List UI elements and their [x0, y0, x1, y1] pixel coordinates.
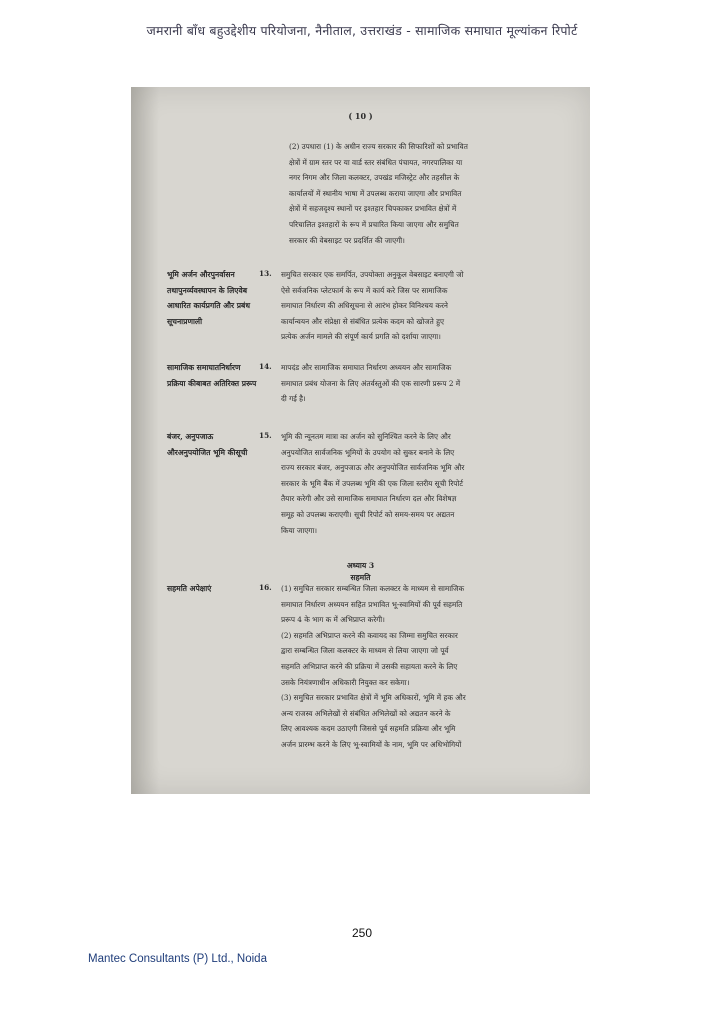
text-line: लिए आवश्यक कदम उठाएगी जिससे पूर्व सहमति प्रक्रिया और भूमि — [281, 724, 456, 734]
text-line: मापदंड और सामाजिक समाघात निर्धारण अध्ययन और सामाजिक — [281, 363, 452, 372]
text-line: अन्य राजस्व अभिलेखों से संबंधित अभिलेखों को अद्यतन करने के — [281, 708, 451, 718]
side-heading-line: भूमि अर्जन और — [167, 270, 211, 279]
side-heading-line: सूची — [235, 447, 248, 457]
chapter-title: सहमति — [350, 573, 371, 582]
side-heading-line: बाबत अतिरिक्त प्ररूप — [195, 378, 257, 388]
text-line: समाघात प्रबंध योजना के लिए अंतर्वस्तुओं की एक सारणी प्ररूप 2 में — [281, 378, 461, 388]
text-line: (3) समुचित सरकार प्रभावित क्षेत्रों में भूमि अधिकारों, भूमि में हक और — [281, 693, 466, 703]
text-line: द्वारा सम्बन्धित जिला कलक्टर के माध्यम से लिया जाएगा जो पूर्व — [281, 646, 449, 656]
text-line: क्षेत्रों में सहजदृश्य स्थानों पर इश्तहार चिपकाकर प्रभावित क्षेत्रों में — [289, 204, 457, 214]
side-heading-line: बंजर, अनुपजाऊ और — [167, 432, 214, 457]
chapter-label: अध्याय 3 — [346, 561, 375, 570]
text-line: दी गई है। — [281, 394, 306, 404]
text-line: अर्जन प्रारम्भ करने के लिए भू-स्वामियों के नाम, भूमि पर अधिभोगियों — [281, 739, 462, 749]
text-line: उसके नियंत्रणाधीन अधिकारी नियुक्त कर सकेगा। — [281, 677, 410, 687]
report-header: जमरानी बाँध बहुउद्देशीय परियोजना, नैनीताल, उत्तराखंड - सामाजिक समाघात मूल्यांकन रिपोर्ट — [146, 23, 578, 38]
side-heading-line: सामाजिक समाघात — [167, 363, 220, 372]
section-13-text — [281, 267, 561, 345]
text-line: भूमि की न्यूनतम मात्रा का अर्जन को सुनिश्चित करने के लिए और — [281, 432, 451, 441]
section-16-number: 16. — [259, 583, 272, 592]
text-line: (1) समुचित सरकार सम्बन्धित जिला कलक्टर के माध्यम से सामाजिक — [281, 584, 465, 593]
text-line: कार्यालयों में स्थानीय भाषा में उपलब्ध कराया जाएगा और प्रभावित — [289, 188, 462, 198]
text-line: कार्यान्वयन और संप्रेक्षा से संबंधित प्रत्येक कदम को खोजते हुए — [281, 316, 445, 326]
text-line: अनुपयोजित सार्वजनिक भूमियों के उपयोग को सुकर बनाने के लिए — [281, 447, 455, 457]
intro-paragraph — [289, 139, 561, 248]
text-line: किया जाएगा। — [281, 525, 318, 535]
text-line: क्षेत्रों में ग्राम स्तर पर या वार्ड स्तर संबंधित पंचायत, नगरपालिका या — [289, 157, 463, 167]
text-line: ऐसे सर्वजनिक प्लेटफार्म के रूप में कार्य करे जिस पर सामाजिक — [281, 285, 448, 295]
side-heading-line: प्रगति और प्रबंध सूचना — [167, 301, 251, 326]
section-14-text — [281, 360, 561, 407]
text-line: समाघात निर्धारण अध्ययन सहित प्रभावित भू-स्वामियों की पूर्व सहमति — [281, 599, 463, 609]
text-line: (2) सहमति अभिप्राप्त करने की कवायद का जिम्मा समुचित सरकार — [281, 630, 458, 640]
text-line: राज्य सरकार बंजर, अनुपजाऊ और अनुपयोजित सार्वजनिक भूमि और — [281, 463, 465, 473]
section-15-text — [281, 429, 561, 538]
scan-page-label: ( 10 ) — [348, 111, 373, 121]
section-13-heading — [167, 267, 257, 329]
page-number: 250 — [351, 926, 373, 940]
side-heading-line: अनुपयोजित भूमि की — [177, 447, 236, 457]
text-line: सहमति अभिप्राप्त करने की प्रक्रिया में उसकी सहायता करने के लिए — [281, 661, 458, 671]
text-line: परिचालित इश्तहारों के रूप में प्रचारित किया जाएगा और समुचित — [289, 219, 459, 229]
scanned-page-image — [131, 87, 590, 794]
section-14-heading — [167, 360, 257, 391]
text-line: प्रत्येक अर्जन मामले की संपूर्ण कार्य प्रगति को दर्शाया जाएगा। — [281, 332, 441, 342]
section-16-heading: सहमति अपेक्षाएं — [167, 584, 212, 593]
text-line: समुचित सरकार एक समर्पित, उपयोक्ता अनुकूल वेबसाइट बनाएगी जो — [281, 270, 464, 279]
text-line: समूह को उपलब्ध कराएगी। सूची रिपोर्ट को समय-समय पर अद्यतन — [281, 509, 455, 519]
footer-company: Mantec Consultants (P) Ltd., Noida — [88, 953, 267, 965]
section-13-number: 13. — [259, 269, 272, 278]
text-line: समाघात निर्धारण की अधिसूचना से आरंभ होकर विनिश्चय करने — [281, 301, 448, 311]
text-line: सरकार की वेबसाइट पर प्रदर्शित की जाएगी। — [289, 235, 405, 245]
side-heading-line: पुनर्व्यवस्थापन के लिए — [178, 285, 239, 295]
text-line: तैयार करेगी और उसे सामाजिक समाघात निर्धारण दल और विशेषज्ञ — [281, 494, 457, 504]
section-14-number: 14. — [259, 362, 272, 371]
section-15-heading — [167, 429, 257, 460]
side-heading-line: निर्धारण प्रक्रिया की — [167, 363, 241, 388]
section-15-number: 15. — [259, 431, 272, 440]
side-heading-line: पुनर्वासन तथा — [167, 270, 235, 295]
side-heading-line: वेब आधारित कार्य — [167, 285, 248, 311]
text-line: प्ररूप 4 के भाग क में अभिप्राप्त करेगी। — [281, 615, 385, 625]
section-16-text — [281, 581, 561, 753]
text-line: सरकार के भूमि बैंक में उपलब्ध भूमि की एक जिला स्तरीय सूची रिपोर्ट — [281, 478, 464, 488]
side-heading-line: प्रणाली — [183, 316, 203, 326]
text-line: नगर निगम और जिला कलक्टर, उपखंड मजिस्ट्रेट और तहसील के — [289, 173, 460, 183]
text-line: (2) उपधारा (1) के अधीन राज्य सरकार की सिफारिशों को प्रभावित — [289, 142, 468, 151]
